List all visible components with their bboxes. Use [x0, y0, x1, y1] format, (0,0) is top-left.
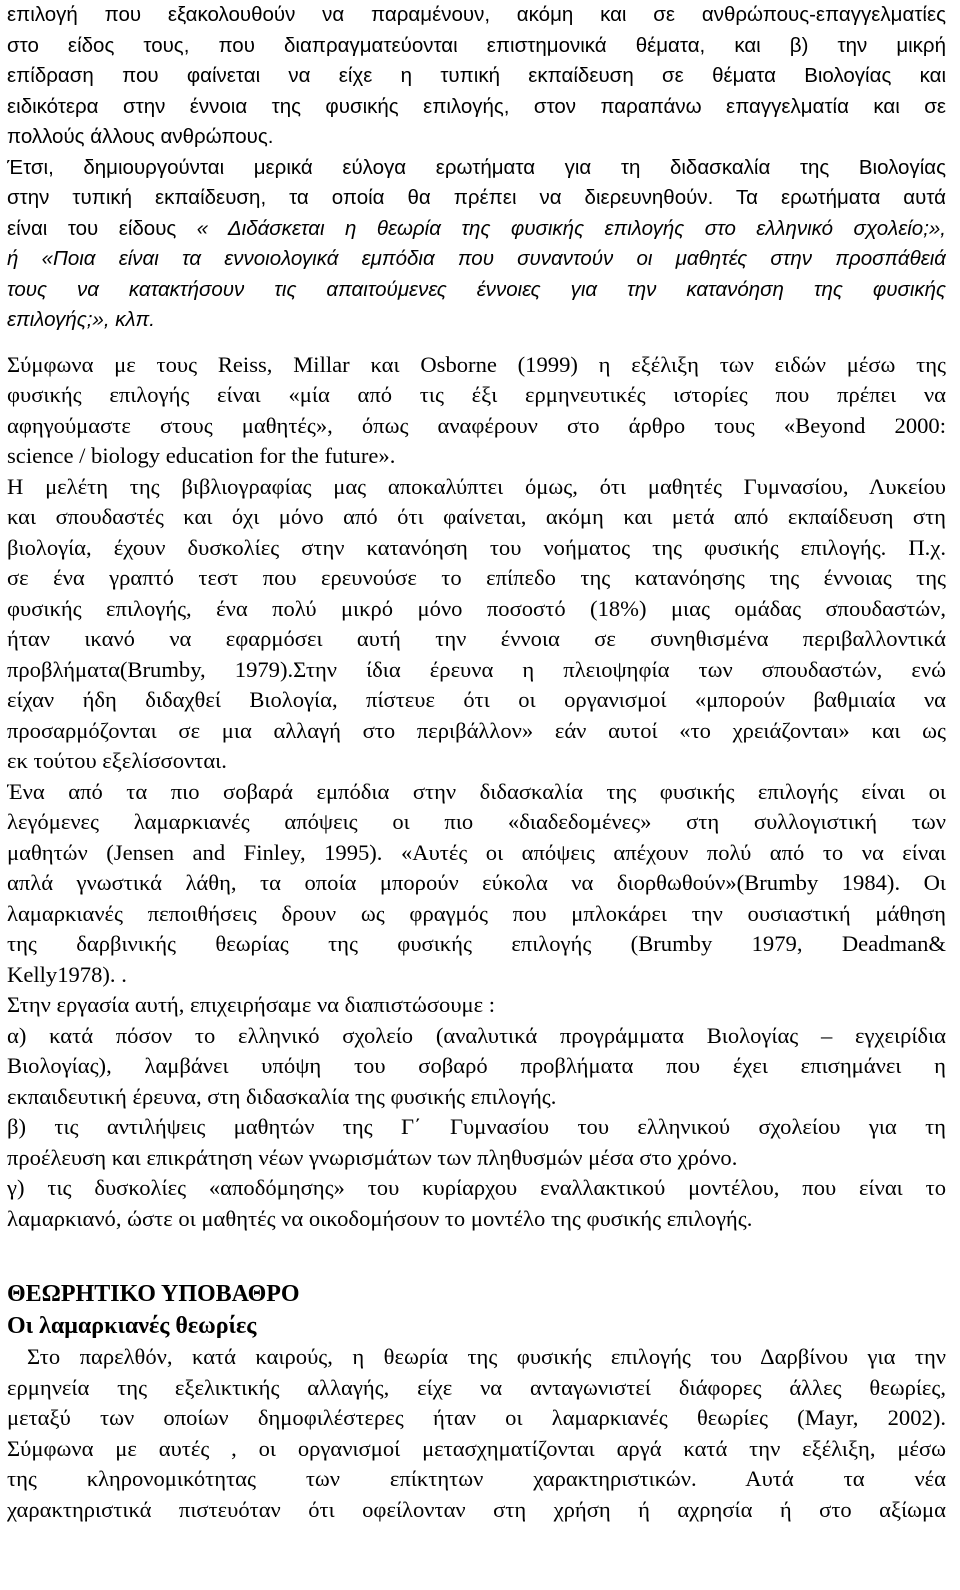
text-line: Στην εργασία αυτή, επιχειρήσαμε να διαπιστώσουμε :	[7, 992, 496, 1017]
text-line: της δαρβινικής θεωρίας της φυσικής επιλογής (Brumby 1979, Deadman&	[7, 931, 946, 956]
list-item-a-cont: εκπαιδευτική έρευνα, στη διδασκαλία της φυσικής επιλογής.	[7, 1083, 557, 1109]
text-line: της κληρονομικότητας των επίκτητων χαρακτηριστικών. Αυτά τα νέα	[7, 1466, 946, 1491]
subsection-heading: Οι λαμαρκιανές θεωρίες	[7, 1313, 257, 1339]
list-item-b: β) τις αντιλήψεις μαθητών της Γ΄ Γυμνασίου του ελληνικού σχολείου για τη	[7, 1114, 946, 1139]
text-line: ειδικότερα στην έννοια της φυσικής επιλογής, στον παραπάνω επαγγελματία και σε	[7, 94, 946, 118]
question-2-line: επιλογής;», κλπ.	[7, 308, 155, 331]
text-line: science / biology education for the future».	[7, 443, 396, 468]
text-line: και σπουδαστές και όχι μόνο από ότι φαίνεται, ακόμη και μετά από εκπαίδευση στη	[7, 504, 946, 529]
text-line: είχαν ήδη διδαχθεί Βιολογία, πίστευε ότι οι οργανισμοί «μπορούν βαθμιαία να	[7, 687, 946, 712]
research-question-line	[7, 214, 946, 245]
text-line: σε ένα γραπτό τεστ που ερευνούσε το επίπεδο της κατανόησης της έννοιας της	[7, 565, 946, 590]
question-1: « Διδάσκεται η θεωρία της φυσικής επιλογής στο ελληνικό σχολείο;»,	[196, 216, 946, 240]
text-line: Στο παρελθόν, κατά καιρούς, η θεωρία της φυσικής επιλογής του Δαρβίνου για την	[27, 1344, 946, 1369]
text-line: Έτσι, δημιουργούνται μερικά εύλογα ερωτήματα για τη διδασκαλία της Βιολογίας	[7, 155, 946, 179]
text-line: εκ τούτου εξελίσσονται.	[7, 748, 227, 773]
text-line: ερμηνεία της εξελικτικής αλλαγής, είχε να ανταγωνιστεί διάφορες άλλες θεωρίες,	[7, 1374, 946, 1400]
text-line: στην τυπική εκπαίδευση, τα οποία θα πρέπει να διερευνηθούν. Τα ερωτήματα αυτά	[7, 186, 946, 209]
text-line: λεγόμενες λαμαρκιανές απόψεις οι πιο «διαδεδομένες» στη συλλογιστική των	[7, 809, 946, 834]
intro-paragraphs	[7, 0, 946, 336]
text-line: μεταξύ των οποίων δημοφιλέστερες ήταν οι λαμαρκιανές θεωρίες (Mayr, 2002).	[7, 1405, 946, 1430]
text-line: προβλήματα(Brumby, 1979).Στην ίδια έρευνα η πλειοψηφία των σπουδαστών, ενώ	[7, 656, 946, 682]
paragraph-gap	[7, 336, 946, 350]
list-item-a-cont: Βιολογίας), λαμβάνει υπόψη του σοβαρό προβλήματα που έχει επισημάνει η	[7, 1053, 946, 1078]
text-line: βιολογία, έχουν δυσκολίες στην κατανόηση του νοήματος της φυσικής επιλογής. Π.χ.	[7, 534, 946, 560]
text-line: Ένα από τα πιο σοβαρά εμπόδια στην διδασκαλία της φυσικής επιλογής είναι οι	[7, 778, 946, 804]
text-line: επιλογή που εξακολουθούν να παραμένουν, ακόμη και σε ανθρώπους-επαγγελματίες	[7, 3, 946, 26]
text-line: ήταν ικανό να εφαρμόσει αυτή την έννοια σε συνηθισμένα περιβαλλοντικά	[7, 626, 946, 651]
section-heading: ΘΕΩΡΗΤΙΚΟ ΥΠΟΒΑΘΡΟ	[7, 1281, 300, 1307]
list-item-c: γ) τις δυσκολίες «αποδόμησης» του κυρίαρχου εναλλακτικού μοντέλου, που είναι το	[7, 1175, 946, 1200]
main-paragraphs	[7, 350, 946, 1235]
list-item-c-cont: λαμαρκιανό, ώστε οι μαθητές να οικοδομήσουν το μοντέλο της φυσικής επιλογής.	[7, 1205, 753, 1231]
text-line: λαμαρκιανές πεποιθήσεις δρουν ως φραγμός που μπλοκάρει την ουσιαστική μάθηση	[7, 900, 946, 926]
text-line: Η μελέτη της βιβλιογραφίας μας αποκαλύπτει όμως, ότι μαθητές Γυμνασίου, Λυκείου	[7, 473, 946, 499]
text-line: Kelly1978). .	[7, 961, 127, 987]
text-line: Σύμφωνα με αυτές , οι οργανισμοί μετασχηματίζονται αργά κατά την εξέλιξη, μέσω	[7, 1435, 946, 1461]
text-line: απλά γνωστικά λάθη, τα οποία μπορούν εύκολα να διορθωθούν»(Brumby 1984). Οι	[7, 870, 946, 895]
text-line: στο είδος τους, που διαπραγματεύονται επιστημονικά θέματα, και β) την μικρή	[7, 33, 946, 57]
text-line: προσαρμόζονται σε μια αλλαγή στο περιβάλλον» εάν αυτοί «το χρειάζονται» και ως	[7, 717, 946, 743]
text-line: φυσικής επιλογής είναι «μία από τις έξι ερμηνευτικές ιστορίες που πρέπει να	[7, 382, 946, 407]
text-line: μαθητών (Jensen and Finley, 1995). «Αυτές οι απόψεις απέχουν πολύ από το να είναι	[7, 839, 946, 865]
list-item-b-cont: προέλευση και επικράτηση νέων γνωρισμάτων των πληθυσμών μέσα στο χρόνο.	[7, 1144, 738, 1170]
list-item-a: α) κατά πόσον το ελληνικό σχολείο (αναλυτικά προγράμματα Βιολογίας – εγχειρίδια	[7, 1022, 946, 1048]
question-lead-in: είναι του είδους	[7, 216, 197, 240]
text-line: Σύμφωνα με τους Reiss, Millar και Osborne (1999) η εξέλιξη των ειδών μέσω της	[7, 351, 946, 377]
section-gap	[7, 1234, 946, 1278]
text-line: φυσικής επιλογής, ένα πολύ μικρό μόνο ποσοστό (18%) μιας ομάδας σπουδαστών,	[7, 595, 946, 621]
question-2-line: ή «Ποια είναι τα εννοιολογικά εμπόδια που συναντούν οι μαθητές στην προσπάθειά	[7, 247, 946, 270]
text-line: πολλούς άλλους ανθρώπους.	[7, 125, 274, 148]
text-line: χαρακτηριστικά πιστευόταν ότι οφείλονταν στη χρήση ή αχρησία ή στο αξίωμα	[7, 1496, 946, 1522]
question-2-line: τους να κατακτήσουν τις απαιτούμενες έννοιες για την κατανόηση της φυσικής	[7, 277, 946, 301]
text-line: επίδραση που φαίνεται να είχε η τυπική εκπαίδευση σε θέματα Βιολογίας και	[7, 64, 946, 87]
final-paragraph	[7, 1342, 946, 1525]
text-line: αφηγούμαστε στους μαθητές», όπως αναφέρουν στο άρθρο τους «Beyond 2000:	[7, 412, 946, 438]
